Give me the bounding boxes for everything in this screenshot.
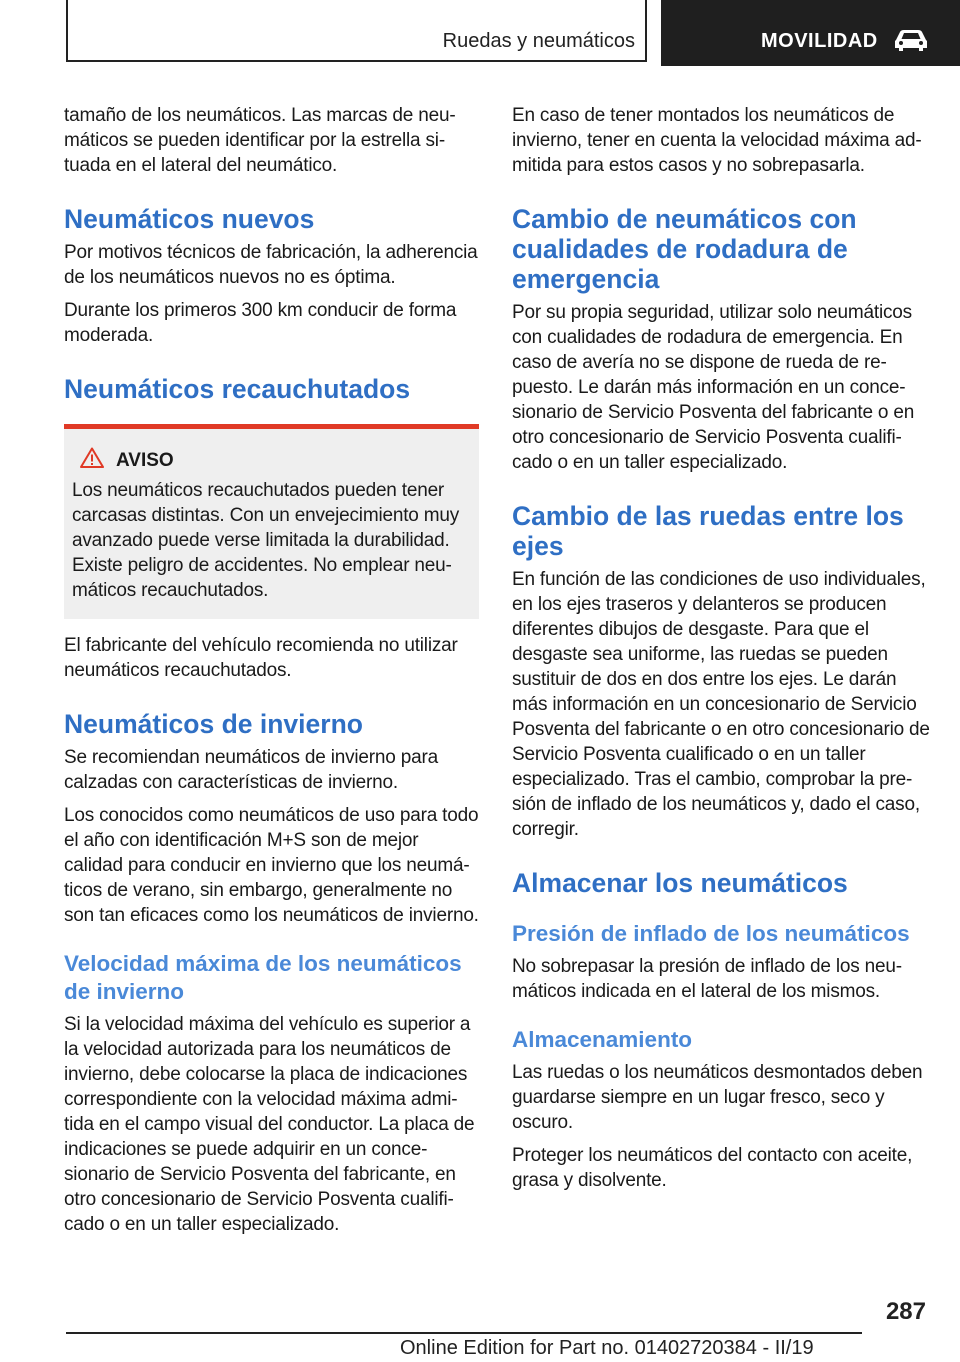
section-title-box [66,0,647,62]
section-title: Ruedas y neumáticos [442,30,635,52]
heading-almacenar-neumaticos: Almacenar los neumáticos [512,868,848,898]
heading-neumaticos-recauchutados: Neumáticos recauchutados [64,374,411,404]
paragraph-almacenamiento-2: Proteger los neumáticos del contacto con aceite, grasa y disolvente. [512,1145,913,1191]
heading-cambio-ruedas-ejes: Cambio de las ruedas entre los ejes [512,501,904,561]
paragraph-recauchutados: El fabricante del vehículo recomienda no utilizar neumáticos recauchutados. [64,635,458,681]
paragraph-cambio-rodadura: Por su propia seguridad, utilizar solo neumáticos con cualidades de rodadura de emergencia. En caso de avería no se dispone de rueda de repuesto. Le darán más información en un concesionario de Servicio Posventa del fabricante o en otro concesionario de Servicio Posventa cualificado o en un taller especializado. [512,302,915,473]
page-number: 287 [885,1298,926,1325]
paragraph-almacenamiento-1: Las ruedas o los neumáticos desmontados deben guardarse siempre en un lugar fresco, seco y oscuro. [512,1062,923,1133]
paragraph-nuevos-2: Durante los primeros 300 km conducir de forma moderada. [64,300,457,346]
chapter-title: MOVILIDAD [761,30,878,52]
heading-cambio-rodadura-emergencia: Cambio de neumáticos con cualidades de rodadura de emergencia [512,204,857,294]
paragraph-nuevos-1: Por motivos técnicos de fabricación, la adherencia de los neumáticos nuevos no es óptima. [64,242,478,288]
warning-box [64,424,479,619]
paragraph-cambio-ruedas: En función de las condiciones de uso individuales, en los ejes traseros y delanteros se producen diferentes dibujos de desgaste. Para que el desgaste sea uniforme, las ruedas se pueden sustituir de dos en dos entre los ejes. Le darán más información en un concesionario de Servicio Posventa del fabricante o en otro concesionario de Servicio Posventa cualificado o en un taller especializado. Tras el cambio, comprobar la presión de inflado de los neumáticos y, dado el caso, corregir. [512,569,930,840]
paragraph-invierno-2: Los conocidos como neumáticos de uso para todo el año con identificación M+S son de mejor calidad para conducir en invierno que los neumáticos de verano, sin embargo, generalmente no son tan eficaces como los neumáticos de invierno. [64,805,479,926]
heading-presion-inflado: Presión de inflado de los neumáticos [512,921,910,946]
heading-neumaticos-invierno: Neumáticos de invierno [64,709,363,739]
paragraph-invierno-velocidad: En caso de tener montados los neumáticos de invierno, tener en cuenta la velocidad máxima admitida para estos casos y no sobrepasarla. [512,105,922,176]
heading-almacenamiento: Almacenamiento [512,1027,693,1052]
paragraph-invierno-1: Se recomiendan neumáticos de invierno para calzadas con características de invierno. [64,747,438,793]
warning-header [72,447,467,474]
left-column [64,103,479,1245]
page-footer [0,1290,960,1362]
heading-velocidad-maxima: Velocidad máxima de los neumáticos de invierno [64,951,462,1004]
paragraph-velocidad: Si la velocidad máxima del vehículo es superior a la velocidad autorizada para los neumáticos de invierno, debe colocarse la placa de indicaciones correspondiente con la velocidad máxima admitida en el campo visual del conductor. La placa de indicaciones se puede adquirir en un concesionario de Servicio Posventa del fabricante, en otro concesionario de Servicio Posventa cualificado o en un taller especializado. [64,1014,475,1235]
edition-info: Online Edition for Part no. 01402720384 - II/19 [400,1337,814,1359]
warning-title: AVISO [116,449,174,471]
car-icon [893,28,929,52]
page-header [0,0,960,66]
right-column [512,103,930,1201]
warning-triangle-icon [80,447,104,474]
heading-neumaticos-nuevos: Neumáticos nuevos [64,204,315,234]
warning-text: Los neumáticos recauchutados pueden tener carcasas distintas. Con un envejecimiento muy avanzado puede verse limitada la durabilidad. Existe peligro de accidentes. No emplear neumáticos recauchutados. [72,480,460,601]
paragraph-presion: No sobrepasar la presión de inflado de los neumáticos indicada en el lateral de los mismos. [512,956,903,1002]
intro-paragraph: tamaño de los neumáticos. Las marcas de neumáticos se pueden identificar por la estrella situada en el lateral del neumático. [64,105,456,176]
footer-divider [66,1332,862,1334]
chapter-tab [661,0,960,66]
